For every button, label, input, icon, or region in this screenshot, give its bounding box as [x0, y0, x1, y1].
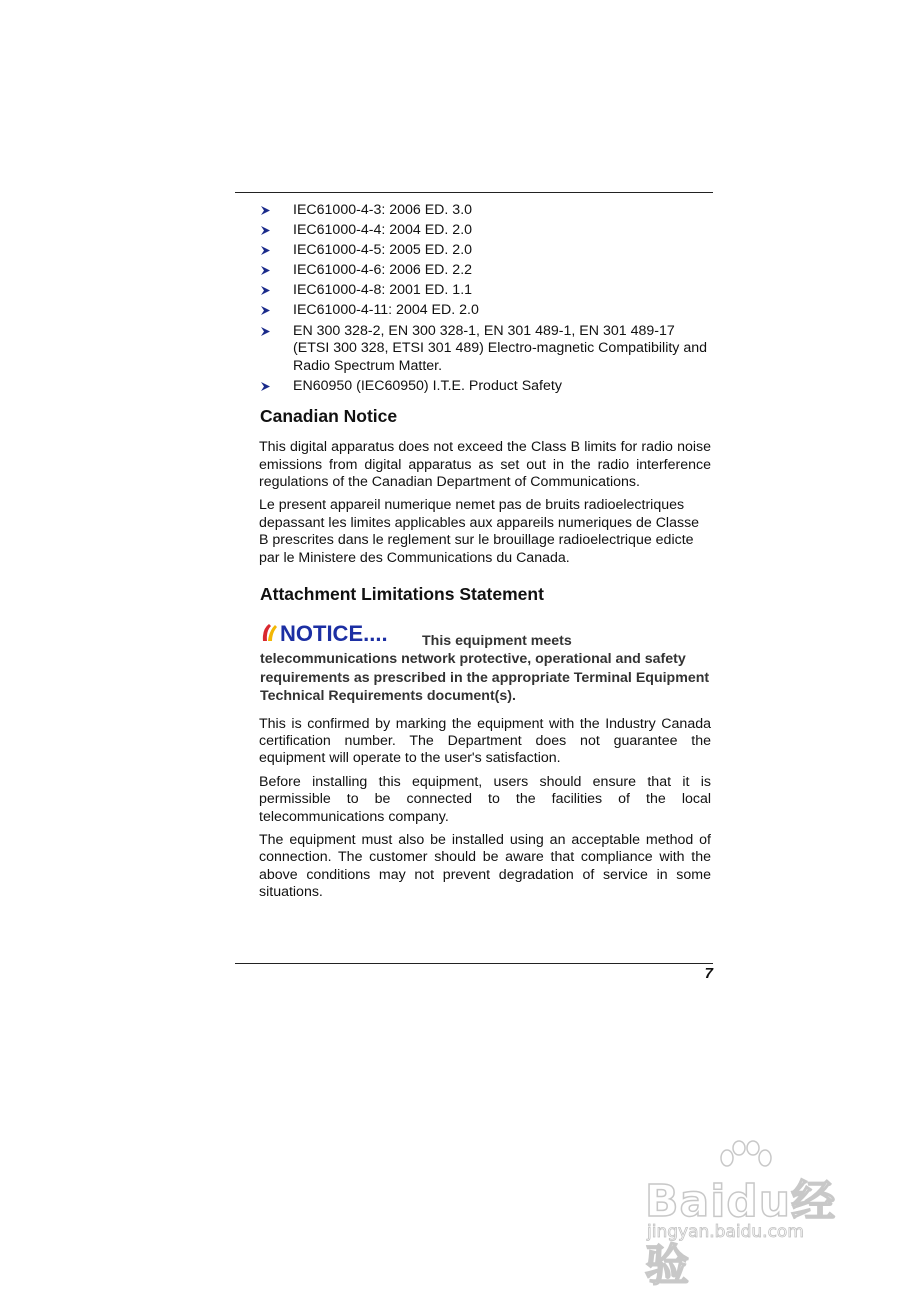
arrow-bullet-icon: [260, 245, 271, 256]
list-item: IEC61000-4-3: 2006 ED. 3.0: [259, 202, 711, 220]
arrow-bullet-icon: [260, 225, 271, 236]
arrow-bullet-icon: [260, 205, 271, 216]
list-item: IEC61000-4-4: 2004 ED. 2.0: [259, 222, 711, 240]
canadian-notice-heading: Canadian Notice: [260, 406, 398, 427]
attachment-heading: Attachment Limitations Statement: [260, 584, 544, 604]
attachment-paragraph: Before installing this equipment, users should ensure that it is permissible to be connected to the facilities of the local telecommunications company.: [259, 773, 711, 825]
list-item: IEC61000-4-8: 2001 ED. 1.1: [259, 282, 711, 300]
notice-block: [260, 621, 711, 706]
page-content: [259, 202, 711, 908]
baidu-watermark: [645, 1140, 865, 1291]
arrow-bullet-icon: [260, 305, 271, 316]
standards-list: [259, 202, 711, 395]
attachment-paragraph: The equipment must also be installed using an acceptable method of connection. The customer should be aware that compliance with the above conditions may not prevent degradation of service in some situations.: [259, 832, 711, 901]
page-number: 7: [704, 965, 713, 982]
arrow-bullet-icon: [260, 326, 271, 337]
watermark-brand: Baidu经验: [645, 1176, 837, 1291]
arrow-bullet-icon: [260, 285, 271, 296]
list-item: EN 300 328-2, EN 300 328-1, EN 301 489-1, EN 301 489-17 (ETSI 300 328, ETSI 301 489) Electro-magnetic Compatibility and Radio Spectrum Matter.: [259, 323, 711, 376]
canadian-notice-french: Le present appareil numerique nemet pas de bruits radioelectriques depassant les limites applicables aux appareils numeriques de Classe B prescrites dans le reglement sur le brouillage radioelectrique edicte par le Ministere des Communications du Canada.: [259, 497, 700, 566]
arrow-bullet-icon: [260, 381, 271, 392]
top-rule: [235, 192, 713, 193]
watermark-url: jingyan.baidu.com: [647, 1222, 804, 1242]
svg-text:NOTICE....: NOTICE....: [280, 621, 388, 645]
notice-logo-icon: [260, 621, 412, 645]
bottom-rule: [235, 963, 713, 964]
attachment-paragraph: This is confirmed by marking the equipment with the Industry Canada certification number. The Department does not guarantee the equipment will operate to the user's satisfaction.: [259, 715, 711, 767]
list-item: IEC61000-4-6: 2006 ED. 2.2: [259, 262, 711, 280]
list-item: EN60950 (IEC60950) I.T.E. Product Safety: [259, 378, 711, 396]
notice-text: This equipment meets telecommunications network protective, operational and safety requirements as prescribed in the appropriate Terminal Equipment Technical Requirements document(s).: [260, 633, 710, 705]
list-item: IEC61000-4-5: 2005 ED. 2.0: [259, 242, 711, 260]
list-item: IEC61000-4-11: 2004 ED. 2.0: [259, 302, 711, 320]
arrow-bullet-icon: [260, 265, 271, 276]
canadian-notice-english: This digital apparatus does not exceed the Class B limits for radio noise emissions from digital apparatus as set out in the radio interference regulations of the Canadian Department of Communications.: [259, 439, 711, 490]
